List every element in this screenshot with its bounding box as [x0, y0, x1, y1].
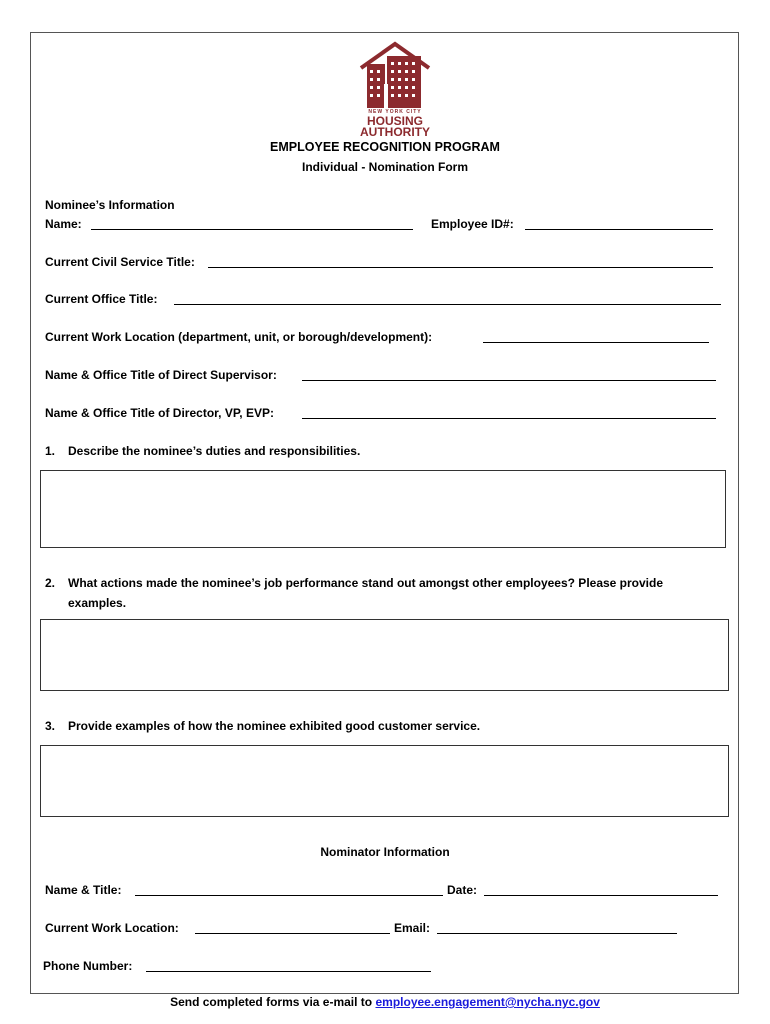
office-title-field[interactable] — [174, 304, 721, 305]
logo-text-housing: HOUSING — [366, 114, 423, 128]
nycha-logo — [355, 40, 435, 138]
employee-id-field[interactable] — [525, 229, 713, 230]
director-label: Name & Office Title of Director, VP, EVP: — [45, 406, 274, 420]
logo-text-city: NEW YORK CITY — [368, 109, 422, 115]
question-2-text: What actions made the nominee’s job performance stand out amongst other employees? Please provide — [68, 576, 664, 590]
civil-service-title-field[interactable] — [208, 267, 713, 268]
email-label: Email: — [394, 921, 431, 935]
director-field[interactable] — [302, 418, 716, 419]
form-title: EMPLOYEE RECOGNITION PROGRAM — [270, 140, 500, 154]
nominator-work-location-label: Current Work Location: — [45, 921, 179, 935]
nominee-name-field[interactable] — [91, 229, 413, 230]
date-field[interactable] — [484, 895, 718, 896]
building-icon — [355, 40, 435, 110]
footer-instructions — [0, 995, 770, 1009]
phone-label: Phone Number: — [43, 959, 133, 973]
question-2-answer-box[interactable] — [40, 619, 729, 691]
question-2-text-cont: examples. — [68, 596, 127, 610]
nominator-name-title-label: Name & Title: — [45, 883, 122, 897]
question-2-number: 2. — [45, 576, 56, 590]
nominator-name-title-field[interactable] — [135, 895, 443, 896]
supervisor-field[interactable] — [302, 380, 716, 381]
question-3-answer-box[interactable] — [40, 745, 729, 817]
employee-id-label: Employee ID#: — [431, 217, 514, 231]
nominator-section-label: Nominator Information — [320, 845, 450, 859]
date-label: Date: — [447, 883, 478, 897]
question-3-number: 3. — [45, 719, 56, 733]
question-1-text: Describe the nominee’s duties and responsibilities. — [68, 444, 361, 458]
office-title-label: Current Office Title: — [45, 292, 158, 306]
nominee-section-label: Nominee’s Information — [45, 198, 175, 212]
question-1-answer-box[interactable] — [40, 470, 726, 548]
work-location-label: Current Work Location (department, unit, or borough/development): — [45, 330, 433, 344]
phone-field[interactable] — [146, 971, 431, 972]
nominee-name-label: Name: — [45, 217, 82, 231]
form-subtitle: Individual - Nomination Form — [302, 160, 468, 174]
footer-text: Send completed forms via e-mail to — [170, 995, 373, 1009]
footer-email-link[interactable]: employee.engagement@nycha.nyc.gov — [375, 995, 600, 1009]
logo-text-authority: AUTHORITY — [360, 125, 430, 139]
email-field[interactable] — [437, 933, 677, 934]
question-1-number: 1. — [45, 444, 56, 458]
civil-service-title-label: Current Civil Service Title: — [45, 255, 195, 269]
nominator-work-location-field[interactable] — [195, 933, 390, 934]
supervisor-label: Name & Office Title of Direct Supervisor: — [45, 368, 277, 382]
question-3-text: Provide examples of how the nominee exhibited good customer service. — [68, 719, 481, 733]
work-location-field[interactable] — [483, 342, 709, 343]
